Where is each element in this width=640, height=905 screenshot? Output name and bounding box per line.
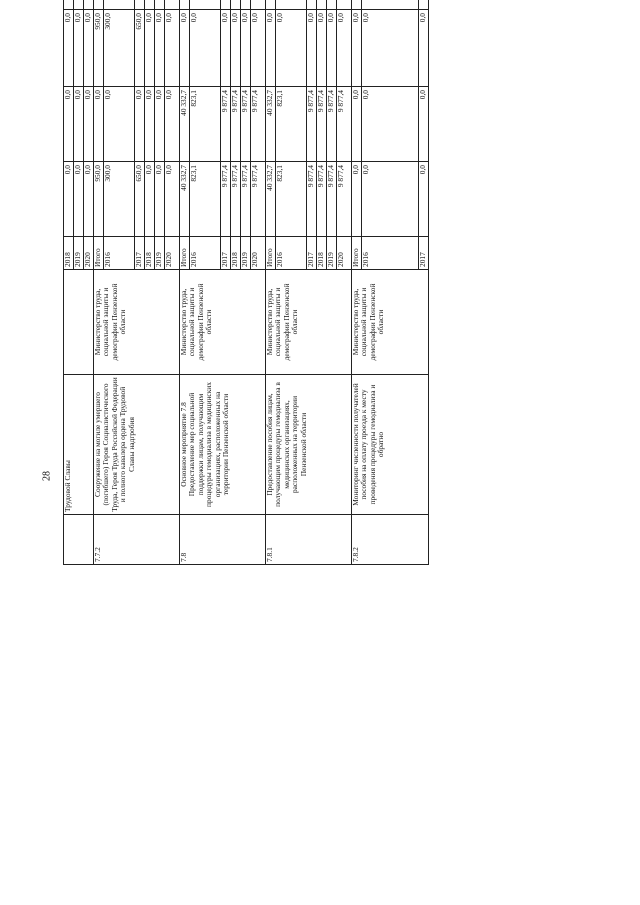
year-cell: Итого	[94, 237, 104, 270]
amount-cell: 0,0	[104, 87, 135, 162]
item-code: 7.7.2	[94, 515, 180, 565]
amount-cell: 0,0	[135, 87, 145, 162]
amount-cell: 0,0	[145, 162, 155, 237]
amount-cell: 0,0	[362, 10, 419, 87]
amount-cell: 823,1	[276, 87, 307, 162]
item-executor: Министерство труда, социальной защиты и демографии Пензенской области	[266, 270, 352, 375]
amount-cell: 0,0	[84, 87, 94, 162]
year-cell: 2020	[165, 237, 180, 270]
amount-cell: 650,0	[135, 10, 145, 87]
amount-cell: 9 877,4	[327, 87, 337, 162]
amount-cell: 0,0	[94, 87, 104, 162]
amount-cell: 300,0	[104, 162, 135, 237]
year-cell: 2019	[155, 237, 165, 270]
program-measures-table	[63, 0, 429, 565]
amount-cell: 0,0	[352, 162, 362, 237]
amount-cell: 0,0	[327, 10, 337, 87]
amount-cell: 0,0	[352, 87, 362, 162]
amount-cell	[64, 0, 74, 10]
year-cell: 2018	[317, 237, 327, 270]
year-cell: Итого	[180, 237, 190, 270]
amount-cell	[145, 0, 155, 10]
amount-cell: 0,0	[362, 162, 419, 237]
amount-cell: 0,0	[84, 162, 94, 237]
amount-cell: 650,0	[135, 162, 145, 237]
amount-cell: 0,0	[317, 10, 327, 87]
item-code: 7.8.2	[352, 515, 429, 565]
amount-cell	[221, 0, 231, 10]
amount-cell: 0,0	[64, 87, 74, 162]
amount-cell: 9 877,4	[337, 87, 352, 162]
amount-cell: 9 877,4	[251, 162, 266, 237]
year-cell: 2016	[190, 237, 221, 270]
amount-cell: 0,0	[266, 10, 276, 87]
year-cell: 2019	[74, 237, 84, 270]
amount-cell: 0,0	[337, 10, 352, 87]
amount-cell	[307, 0, 317, 10]
year-cell: 2016	[104, 237, 135, 270]
landscape-sheet	[63, 0, 605, 565]
amount-cell: 0,0	[74, 10, 84, 87]
amount-cell: 823,1	[190, 162, 221, 237]
amount-cell: 0,0	[241, 10, 251, 87]
amount-cell: 0,0	[362, 87, 419, 162]
amount-cell	[276, 0, 307, 10]
amount-cell: 9 877,4	[317, 87, 327, 162]
amount-cell: 0,0	[155, 10, 165, 87]
amount-cell: 9 877,4	[327, 162, 337, 237]
item-name: Сооружение на могиле умершего (погибшего) Героя Социалистического Труда, Героя Труда Российской Федерации и полного кавалера ордена Трудовой Славы надгробия	[94, 375, 180, 515]
amount-cell: 0,0	[165, 162, 180, 237]
table-row	[94, 0, 104, 565]
year-cell: Итого	[266, 237, 276, 270]
amount-cell: 0,0	[145, 87, 155, 162]
amount-cell: 9 877,4	[221, 162, 231, 237]
amount-cell	[362, 0, 419, 10]
amount-cell: 9 877,4	[307, 162, 317, 237]
year-cell: 2018	[64, 237, 74, 270]
rotated-page-area	[63, 13, 605, 885]
amount-cell	[317, 0, 327, 10]
year-cell: 2017	[307, 237, 317, 270]
year-cell: 2019	[241, 237, 251, 270]
year-cell: 2018	[145, 237, 155, 270]
amount-cell: 0,0	[155, 87, 165, 162]
year-cell: 2018	[231, 237, 241, 270]
amount-cell: 0,0	[64, 162, 74, 237]
item-code: 7.8	[180, 515, 266, 565]
item-name: Мониторинг численности получателей пособия на оплату проезда к месту проведения процедуры гемодиализа и обратно	[352, 375, 429, 515]
continued-title: Трудовой Славы	[64, 375, 94, 515]
amount-cell: 9 877,4	[231, 87, 241, 162]
amount-cell: 823,1	[276, 162, 307, 237]
amount-cell	[84, 0, 94, 10]
amount-cell: 40 332,7	[180, 162, 190, 237]
amount-cell: 40 332,7	[180, 87, 190, 162]
amount-cell: 0,0	[165, 10, 180, 87]
amount-cell	[135, 0, 145, 10]
year-cell: 2017	[135, 237, 145, 270]
amount-cell	[180, 0, 190, 10]
amount-cell: 0,0	[74, 162, 84, 237]
amount-cell: 40 332,7	[266, 87, 276, 162]
amount-cell: 0,0	[419, 10, 429, 87]
amount-cell: 9 877,4	[231, 162, 241, 237]
item-executor: Министерство труда, социальной защиты и демографии Пензенской области	[180, 270, 266, 375]
year-cell: 2020	[251, 237, 266, 270]
amount-cell: 9 877,4	[307, 87, 317, 162]
amount-cell: 0,0	[307, 10, 317, 87]
amount-cell: 0,0	[84, 10, 94, 87]
amount-cell	[419, 0, 429, 10]
amount-cell: 0,0	[145, 10, 155, 87]
item-executor: Министерство труда, социальной защиты и демографии Пензенской области	[352, 270, 429, 375]
amount-cell: 9 877,4	[337, 162, 352, 237]
year-cell: 2016	[276, 237, 307, 270]
amount-cell: 0,0	[231, 10, 241, 87]
amount-cell: 950,0	[94, 162, 104, 237]
amount-cell: 0,0	[352, 10, 362, 87]
amount-cell: 9 877,4	[221, 87, 231, 162]
item-code: 7.8.1	[266, 515, 352, 565]
amount-cell: 9 877,4	[251, 87, 266, 162]
amount-cell: 0,0	[419, 87, 429, 162]
amount-cell: 823,1	[190, 87, 221, 162]
year-cell: 2017	[221, 237, 231, 270]
item-name: Основное мероприятие 7.8 Предоставление мер социальной поддержки лицам, получающим процедуры гемодиализа в медицинских организациях, расположенных на территории Пензенской области	[180, 375, 266, 515]
year-cell: 2020	[337, 237, 352, 270]
amount-cell	[241, 0, 251, 10]
item-executor: Министерство труда, социальной защиты и демографии Пензенской области	[94, 270, 180, 375]
amount-cell: 40 332,7	[266, 162, 276, 237]
amount-cell	[104, 0, 135, 10]
item-name: Предоставление пособия лицам, получающим процедуры гемодиализа в медицинских организациях, расположенных на территории Пензенской области	[266, 375, 352, 515]
amount-cell: 300,0	[104, 10, 135, 87]
table-row	[266, 0, 276, 565]
year-cell: Итого	[352, 237, 362, 270]
amount-cell: 9 877,4	[241, 162, 251, 237]
amount-cell: 0,0	[221, 10, 231, 87]
amount-cell	[231, 0, 241, 10]
page-number: 28	[41, 471, 53, 481]
amount-cell: 9 877,4	[241, 87, 251, 162]
amount-cell: 0,0	[276, 10, 307, 87]
year-cell: 2019	[327, 237, 337, 270]
amount-cell	[74, 0, 84, 10]
amount-cell	[190, 0, 221, 10]
amount-cell	[352, 0, 362, 10]
amount-cell: 9 877,4	[317, 162, 327, 237]
table-row	[64, 0, 74, 565]
amount-cell	[155, 0, 165, 10]
amount-cell: 0,0	[64, 10, 74, 87]
amount-cell: 0,0	[155, 162, 165, 237]
year-cell: 2020	[84, 237, 94, 270]
table-row	[352, 0, 362, 565]
amount-cell: 0,0	[251, 10, 266, 87]
amount-cell	[251, 0, 266, 10]
table-row	[180, 0, 190, 565]
amount-cell	[94, 0, 104, 10]
amount-cell	[266, 0, 276, 10]
amount-cell: 0,0	[180, 10, 190, 87]
amount-cell	[337, 0, 352, 10]
amount-cell	[165, 0, 180, 10]
year-cell: 2016	[362, 237, 419, 270]
amount-cell	[327, 0, 337, 10]
amount-cell: 0,0	[74, 87, 84, 162]
amount-cell: 0,0	[190, 10, 221, 87]
year-cell: 2017	[419, 237, 429, 270]
amount-cell: 0,0	[419, 162, 429, 237]
amount-cell: 950,0	[94, 10, 104, 87]
amount-cell: 0,0	[165, 87, 180, 162]
